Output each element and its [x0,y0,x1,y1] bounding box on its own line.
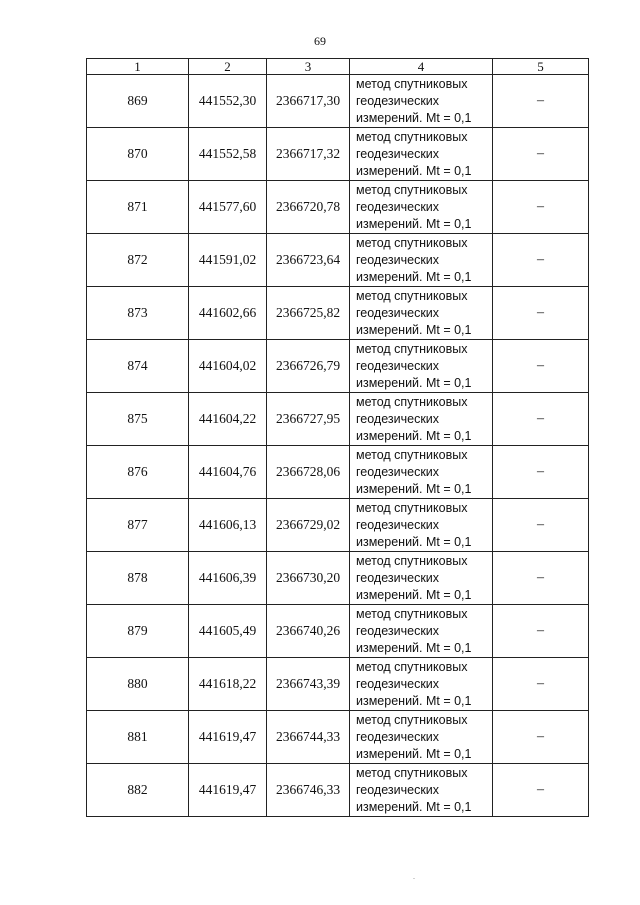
cell-x-coordinate: 441604,22 [189,393,267,446]
table-row [87,499,589,552]
cell-x-coordinate: 441618,22 [189,658,267,711]
cell-point-number: 877 [87,499,189,552]
cell-note: – [493,128,589,181]
cell-method: метод спутниковых геодезических измерений. Mt = 0,1 [350,181,493,234]
cell-x-coordinate: 441552,58 [189,128,267,181]
cell-y-coordinate: 2366740,26 [267,605,350,658]
cell-point-number: 872 [87,234,189,287]
table-row [87,552,589,605]
cell-x-coordinate: 441604,02 [189,340,267,393]
column-header-1: 1 [87,59,189,75]
cell-x-coordinate: 441602,66 [189,287,267,340]
cell-point-number: 874 [87,340,189,393]
cell-method: метод спутниковых геодезических измерений. Mt = 0,1 [350,764,493,817]
coordinates-table [86,58,589,817]
cell-note: – [493,287,589,340]
cell-point-number: 875 [87,393,189,446]
cell-point-number: 869 [87,75,189,128]
cell-y-coordinate: 2366729,02 [267,499,350,552]
column-header-3: 3 [267,59,350,75]
table-row [87,605,589,658]
cell-y-coordinate: 2366720,78 [267,181,350,234]
cell-method: метод спутниковых геодезических измерений. Mt = 0,1 [350,75,493,128]
column-header-2: 2 [189,59,267,75]
cell-y-coordinate: 2366730,20 [267,552,350,605]
cell-method: метод спутниковых геодезических измерений. Mt = 0,1 [350,499,493,552]
cell-y-coordinate: 2366746,33 [267,764,350,817]
cell-note: – [493,552,589,605]
table-row [87,340,589,393]
cell-note: – [493,393,589,446]
cell-y-coordinate: 2366717,30 [267,75,350,128]
cell-y-coordinate: 2366728,06 [267,446,350,499]
cell-note: – [493,605,589,658]
cell-point-number: 879 [87,605,189,658]
cell-x-coordinate: 441619,47 [189,711,267,764]
cell-x-coordinate: 441604,76 [189,446,267,499]
table-row [87,446,589,499]
cell-point-number: 878 [87,552,189,605]
table-row [87,75,589,128]
cell-note: – [493,499,589,552]
cell-note: – [493,234,589,287]
cell-note: – [493,446,589,499]
cell-x-coordinate: 441606,13 [189,499,267,552]
cell-x-coordinate: 441606,39 [189,552,267,605]
table-body [87,75,589,817]
cell-x-coordinate: 441552,30 [189,75,267,128]
cell-method: метод спутниковых геодезических измерений. Mt = 0,1 [350,234,493,287]
cell-y-coordinate: 2366743,39 [267,658,350,711]
cell-point-number: 881 [87,711,189,764]
cell-note: – [493,711,589,764]
column-header-4: 4 [350,59,493,75]
header-row [87,59,589,75]
cell-method: метод спутниковых геодезических измерений. Mt = 0,1 [350,711,493,764]
page-number: 69 [314,34,326,48]
cell-y-coordinate: 2366744,33 [267,711,350,764]
cell-point-number: 882 [87,764,189,817]
cell-method: метод спутниковых геодезических измерений. Mt = 0,1 [350,128,493,181]
cell-note: – [493,658,589,711]
cell-note: – [493,340,589,393]
table-header [87,59,589,75]
cell-point-number: 873 [87,287,189,340]
cell-x-coordinate: 441577,60 [189,181,267,234]
cell-point-number: 871 [87,181,189,234]
cell-method: метод спутниковых геодезических измерений. Mt = 0,1 [350,340,493,393]
cell-y-coordinate: 2366717,32 [267,128,350,181]
cell-method: метод спутниковых геодезических измерений. Mt = 0,1 [350,605,493,658]
table-row [87,764,589,817]
cell-y-coordinate: 2366726,79 [267,340,350,393]
cell-method: метод спутниковых геодезических измерений. Mt = 0,1 [350,446,493,499]
cell-y-coordinate: 2366723,64 [267,234,350,287]
table-row [87,287,589,340]
table-row [87,658,589,711]
cell-x-coordinate: 441619,47 [189,764,267,817]
cell-method: метод спутниковых геодезических измерений. Mt = 0,1 [350,552,493,605]
cell-point-number: 880 [87,658,189,711]
cell-point-number: 870 [87,128,189,181]
table-row [87,234,589,287]
cell-x-coordinate: 441605,49 [189,605,267,658]
cell-y-coordinate: 2366727,95 [267,393,350,446]
cell-y-coordinate: 2366725,82 [267,287,350,340]
table-row [87,181,589,234]
cell-method: метод спутниковых геодезических измерений. Mt = 0,1 [350,393,493,446]
scan-mark: . [413,872,415,881]
cell-method: метод спутниковых геодезических измерений. Mt = 0,1 [350,658,493,711]
table-row [87,128,589,181]
cell-point-number: 876 [87,446,189,499]
cell-note: – [493,75,589,128]
cell-method: метод спутниковых геодезических измерений. Mt = 0,1 [350,287,493,340]
table-row [87,711,589,764]
cell-note: – [493,764,589,817]
column-header-5: 5 [493,59,589,75]
cell-x-coordinate: 441591,02 [189,234,267,287]
cell-note: – [493,181,589,234]
table-row [87,393,589,446]
